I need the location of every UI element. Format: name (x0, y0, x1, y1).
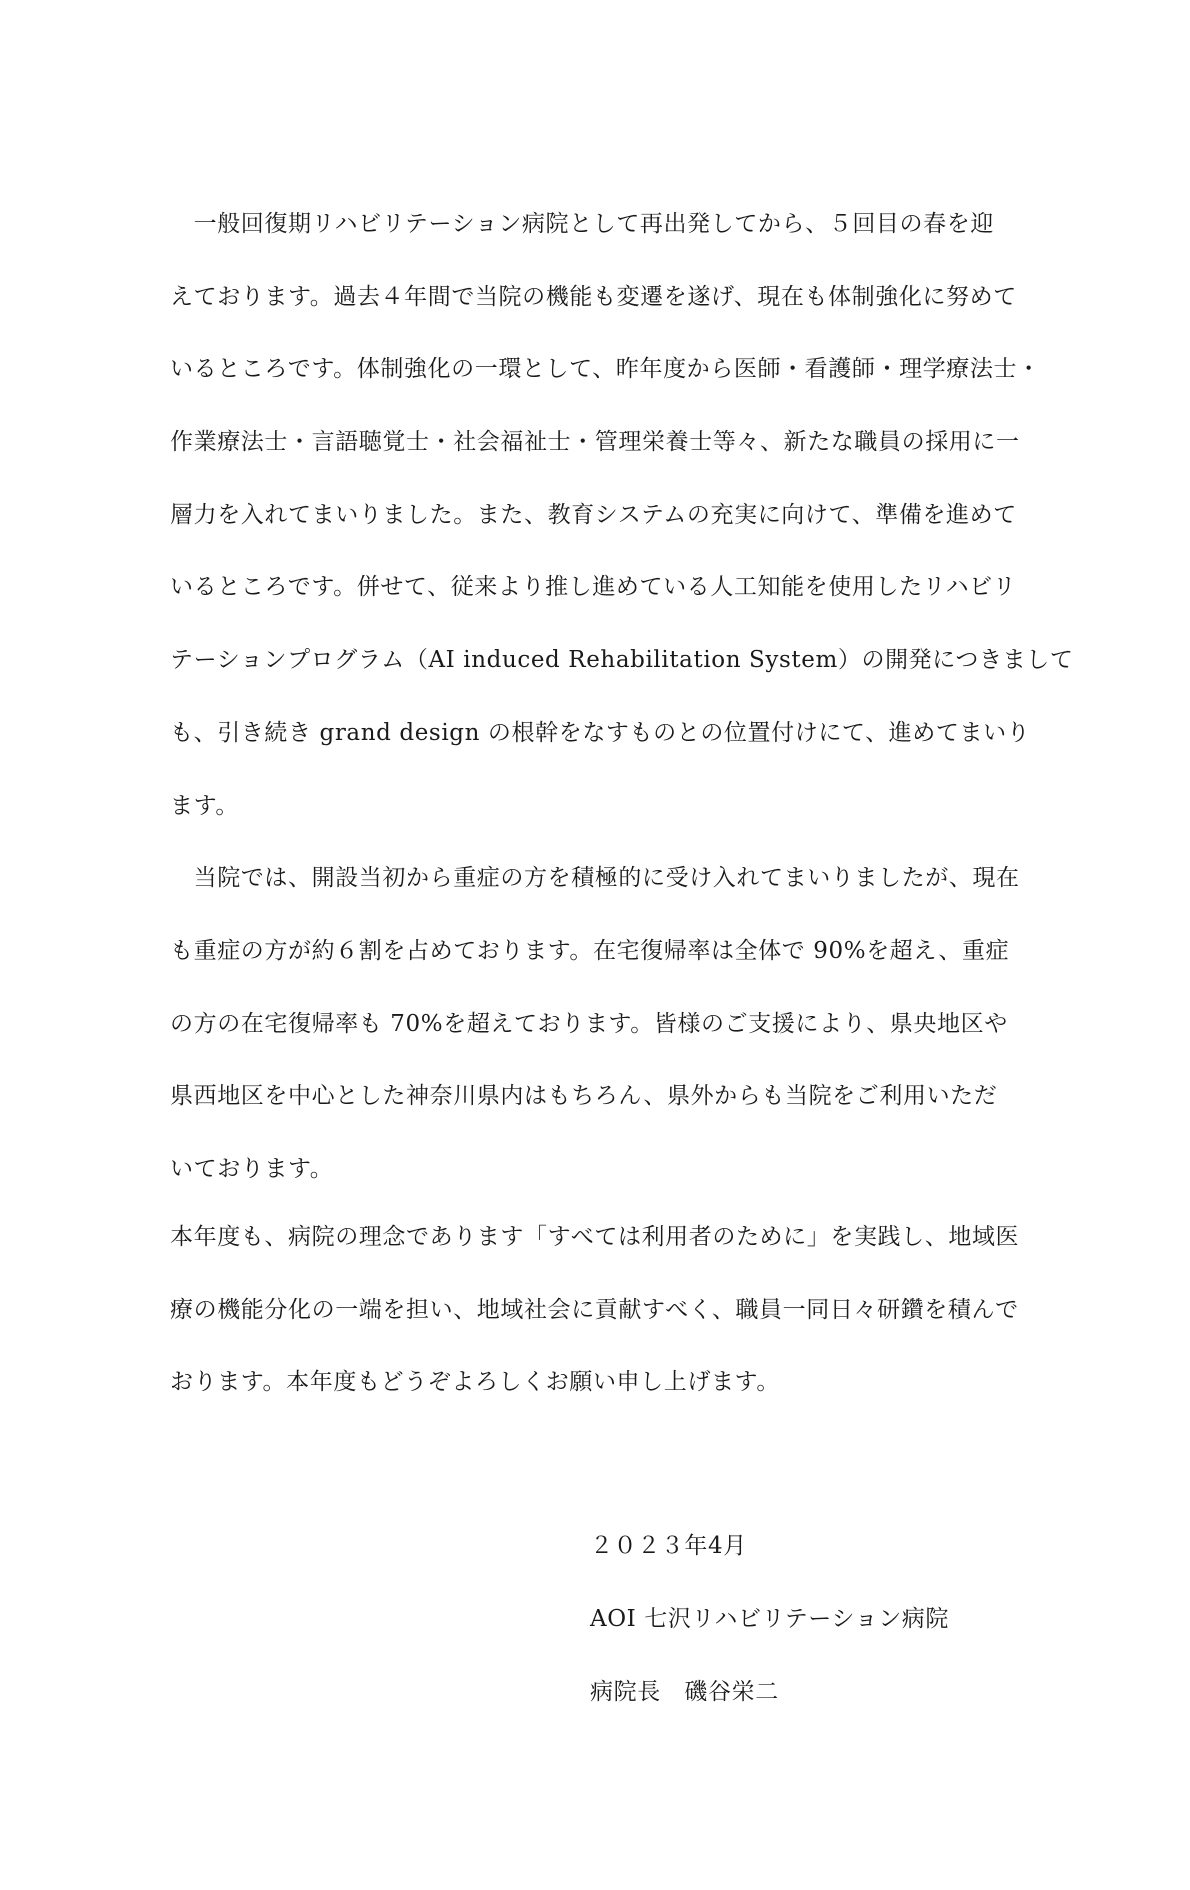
text-line: 一般回復期リハビリテーション病院として再出発してから、５回目の春を迎 (170, 211, 994, 237)
text-line: いるところです。体制強化の一環として、昨年度から医師・看護師・理学療法士・ (170, 356, 1041, 383)
paragraph-1 (170, 206, 1074, 860)
paragraph-3 (170, 1219, 1020, 1437)
director-name: 病院長 磯谷栄二 (590, 1679, 779, 1705)
letter-date: ２０２３年4月 (590, 1533, 747, 1559)
text-line: えております。過去４年間で当院の機能も変遷を遂げ、現在も体制強化に努めて (170, 283, 1017, 310)
text-line: 層力を入れてまいりました。また、教育システムの充実に向けて、準備を進めて (170, 501, 1017, 528)
text-line: 療の機能分化の一端を担い、地域社会に貢献すべく、職員一同日々研鑽を積んで (170, 1296, 1019, 1323)
paragraph-2 (170, 860, 1020, 1219)
text-line: いるところです。併せて、従来より推し進めている人工知能を使用したリハビリ (170, 574, 1017, 601)
text-line: 当院では、開設当初から重症の方を積極的に受け入れてまいりましたが、現在 (170, 865, 1020, 892)
text-line: いております。 (170, 1155, 334, 1182)
text-line: テーションプログラム（AI induced Rehabilitation System）の開発につきまして (170, 647, 1074, 674)
text-line: も重症の方が約６割を占めております。在宅復帰率は全体で 90%を超え、重症 (170, 937, 1010, 964)
text-line: 作業療法士・言語聴覚士・社会福祉士・管理栄養士等々、新たな職員の採用に一 (170, 429, 1020, 456)
text-line: おります。本年度もどうぞよろしくお願い申し上げます。 (170, 1369, 780, 1396)
text-line: の方の在宅復帰率も 70%を超えております。皆様のご支援により、県央地区や (170, 1010, 1008, 1037)
text-line: 本年度も、病院の理念であります「すべては利用者のために」を実践し、地域医 (170, 1223, 1020, 1250)
letter-body (170, 206, 1074, 1437)
text-line: も、引き続き grand design の根幹をなすものとの位置付けにて、進めてまいり (170, 719, 1031, 746)
hospital-name: AOI 七沢リハビリテーション病院 (590, 1606, 949, 1632)
signature-block (590, 1528, 949, 1747)
text-line: ます。 (170, 792, 239, 819)
text-line: 県西地区を中心とした神奈川県内はもちろん、県外からも当院をご利用いただ (170, 1083, 998, 1110)
